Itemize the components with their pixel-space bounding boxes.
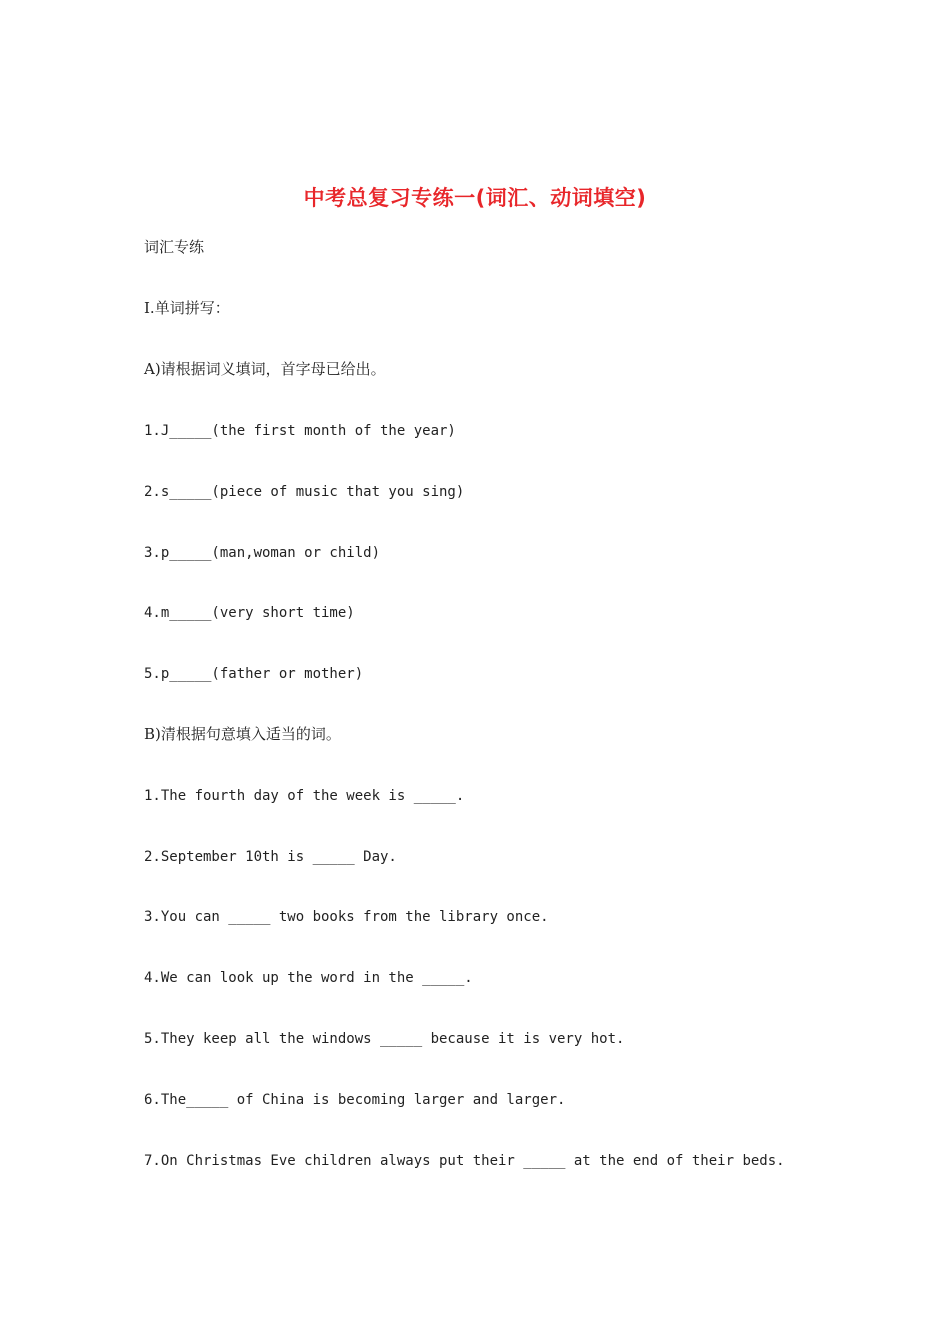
- exercise-item-a1: 1.J_____(the first month of the year): [144, 423, 456, 439]
- section-label: 词汇专练: [144, 238, 205, 256]
- exercise-item-b6: 6.The_____ of China is becoming larger and larger.: [144, 1092, 566, 1108]
- part-heading: I.单词拼写：: [144, 299, 230, 317]
- exercise-item-a3: 3.p_____(man,woman or child): [144, 545, 381, 561]
- exercise-item-a5: 5.p_____(father or mother): [144, 666, 364, 682]
- exercise-item-b2: 2.September 10th is _____ Day.: [144, 849, 397, 865]
- exercise-item-a2: 2.s_____(piece of music that you sing): [144, 484, 465, 500]
- exercise-item-b3: 3.You can _____ two books from the library once.: [144, 909, 549, 925]
- exercise-item-a4: 4.m_____(very short time): [144, 605, 355, 621]
- exercise-item-b7: 7.On Christmas Eve children always put their _____ at the end of their beds.: [144, 1153, 785, 1169]
- exercise-item-b1: 1.The fourth day of the week is _____.: [144, 788, 465, 804]
- sub-heading-b: B)清根据句意填入适当的词。: [144, 725, 341, 743]
- exercise-item-b4: 4.We can look up the word in the _____.: [144, 970, 473, 986]
- page-title: 中考总复习专练一(词汇、动词填空): [303, 186, 647, 210]
- sub-heading-a: A)请根据词义填词，首字母已给出。: [144, 360, 386, 378]
- exercise-item-b5: 5.They keep all the windows _____ because it is very hot.: [144, 1031, 625, 1047]
